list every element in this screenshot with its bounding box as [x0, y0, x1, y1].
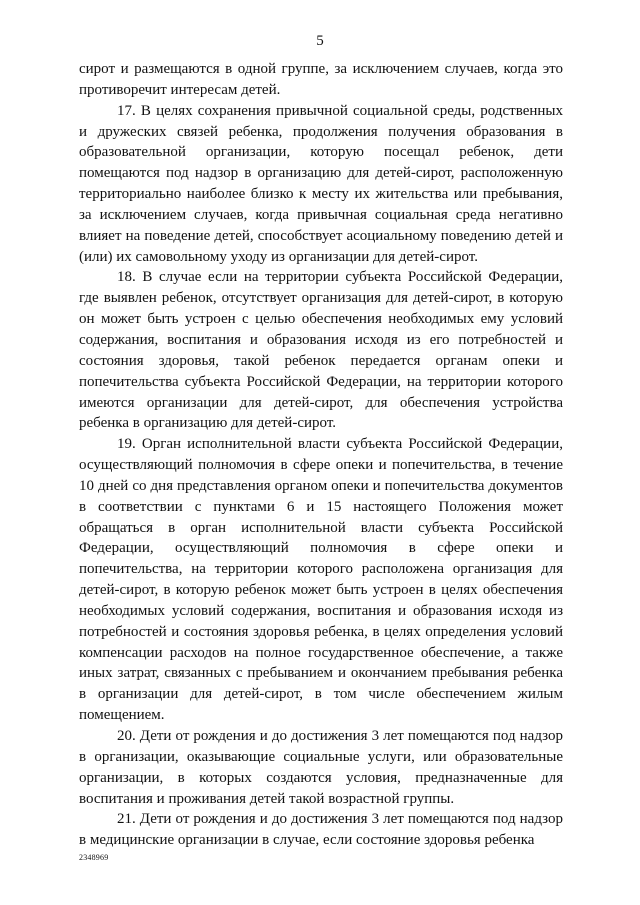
paragraph-continuation: сирот и размещаются в одной группе, за исключением случаев, когда это противоречит интересам детей.: [79, 61, 563, 98]
paragraph-21: 21. Дети от рождения и до достижения 3 лет помещаются под надзор в медицинские организации в случае, если состояние здоровья ребенка: [79, 811, 563, 849]
paragraph-20: 20. Дети от рождения и до достижения 3 лет помещаются под надзор в организации, оказывающие социальные услуги, или образовательные организации, в которых создаются условия, предназначенные для воспитания и проживания детей такой возрастной группы.: [79, 728, 563, 807]
page-number: 5: [316, 33, 324, 49]
paragraph-17: 17. В целях сохранения привычной социальной среды, родственных и дружеских связей ребенка, продолжения получения образования в образовательной организации, которую посещал ребенок, дети помещаются под надзор в организацию для детей-сирот, расположенную территориально наиболее близко к месту их жительства или пребывания, за исключением случаев, когда привычная социальная среда негативно влияет на поведение детей, способствует асоциальному поведению детей и (или) их самовольному уходу из организации для детей-сирот.: [79, 102, 563, 265]
document-body: [79, 59, 563, 851]
paragraph-18: 18. В случае если на территории субъекта Российской Федерации, где выявлен ребенок, отсутствует организация для детей-сирот, в которую он может быть устроен с целью обеспечения необходимых ему условий содержания, воспитания и образования исходя из его потребностей и состояния здоровья, такой ребенок передается органам опеки и попечительства субъекта Российской Федерации, на территории которого имеются организации для детей-сирот, для обеспечения устройства ребенка в организацию для детей-сирот.: [79, 269, 563, 432]
paragraph-19: 19. Орган исполнительной власти субъекта Российской Федерации, осуществляющий полномочия в сфере опеки и попечительства, в течение 10 дней со дня представления органом опеки и попечительства документов в соответствии с пунктами 6 и 15 настоящего Положения может обращаться в орган исполнительной власти субъекта Российской Федерации, осуществляющий полномочия в сфере опеки и попечительства, на территории которого расположена организация для детей-сирот, в которую ребенок может быть устроен в целях обеспечения необходимых условий содержания, воспитания и образования исходя из потребностей и состояния здоровья ребенка, в целях определения условий компенсации расходов на полное государственное обеспечение, а также иных затрат, связанных с пребыванием и окончанием пребывания ребенка в организации для детей-сирот, в том числе обеспечением жилым помещением.: [79, 436, 563, 724]
document-id: 2348969: [79, 853, 109, 862]
